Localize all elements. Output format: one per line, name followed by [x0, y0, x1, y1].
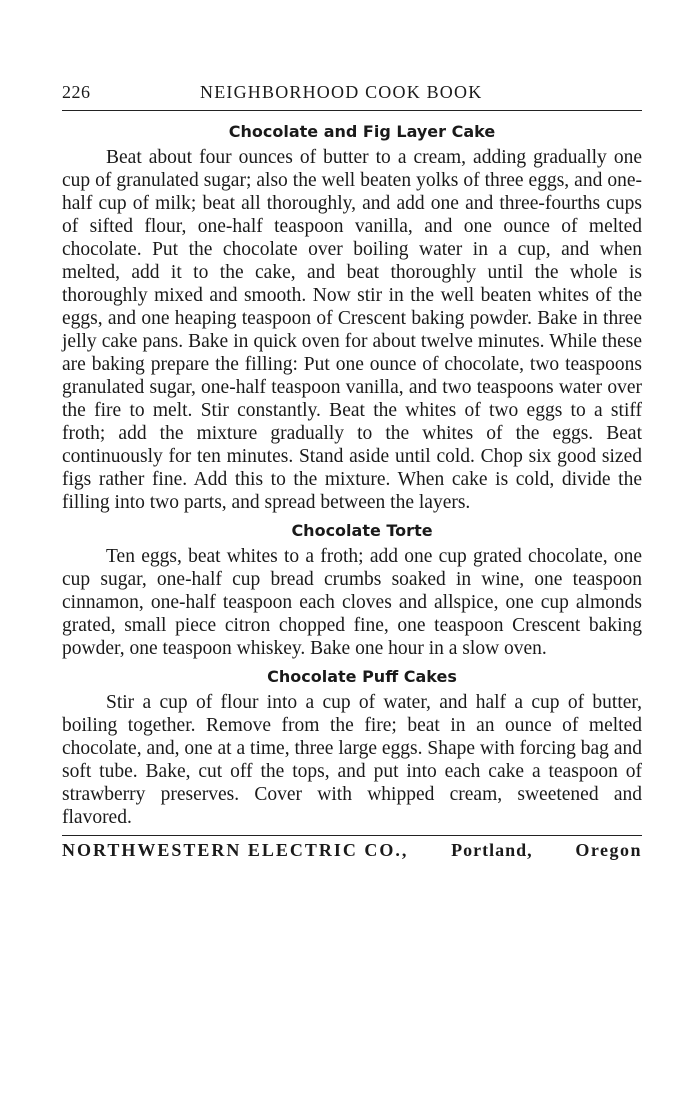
recipe-chocolate-puff-cakes [62, 666, 642, 829]
recipe-title: Chocolate Torte [291, 521, 433, 540]
recipe-body: Stir a cup of flour into a cup of water, and half a cup of butter, boiling together. Remove from the fire; beat in an ounce of melted chocolate, and, one at a time, three large eggs. Shape with forcing bag and soft tube. Bake, cut off the tops, and put into each cake a teaspoon of strawberry preserves. Cover with whipped cream, sweetened and flavored. [62, 692, 642, 828]
book-page [62, 82, 642, 861]
page-footer [62, 840, 642, 861]
recipe-title: Chocolate Puff Cakes [267, 667, 457, 686]
page-number: 226 [62, 82, 91, 102]
recipe-body: Ten eggs, beat whites to a froth; add one cup grated chocolate, one cup sugar, one-half cup bread crumbs soaked in wine, one teaspoon cinnamon, one-half teaspoon each cloves and allspice, one cup almonds grated, small piece citron chopped fine, one teaspoon Crescent baking powder, one teaspoon whiskey. Bake one hour in a slow oven. [62, 546, 642, 659]
page-header [62, 82, 642, 110]
footer-rule [62, 835, 642, 836]
footer-state: Oregon [575, 840, 642, 860]
recipe-body: Beat about four ounces of butter to a cream, adding gradually one cup of granulated sugar; also the well beaten yolks of three eggs, and one-half cup of milk; beat all thoroughly, and add one and three-fourths cups of sifted flour, one-half teaspoon vanilla, and one ounce of melted chocolate. Put the chocolate over boiling water in a cup, and when melted, add it to the cake, and beat thoroughly until the whole is thoroughly mixed and smooth. Now stir in the well beaten whites of the eggs, and one heaping teaspoon of Crescent baking powder. Bake in three jelly cake pans. Bake in quick oven for about twelve minutes. While these are baking prepare the filling: Put one ounce of chocolate, two teaspoons granulated sugar, one-half teaspoon vanilla, and two teaspoons water over the fire to melt. Stir constantly. Beat the whites of two eggs to a stiff froth; add the mixture gradually to the whites of the eggs. Beat continuously for ten minutes. Stand aside until cold. Chop six good sized figs rather fine. Add this to the mixture. When cake is cold, divide the filling into two parts, and spread between the layers. [62, 147, 642, 513]
footer-city: Portland, [451, 840, 533, 860]
recipe-chocolate-fig-layer-cake [62, 121, 642, 514]
recipe-title: Chocolate and Fig Layer Cake [228, 122, 496, 141]
running-title: NEIGHBORHOOD COOK BOOK [200, 82, 483, 102]
header-rule [62, 110, 642, 111]
footer-company: NORTHWESTERN ELECTRIC CO., [62, 840, 409, 860]
recipe-chocolate-torte [62, 520, 642, 660]
